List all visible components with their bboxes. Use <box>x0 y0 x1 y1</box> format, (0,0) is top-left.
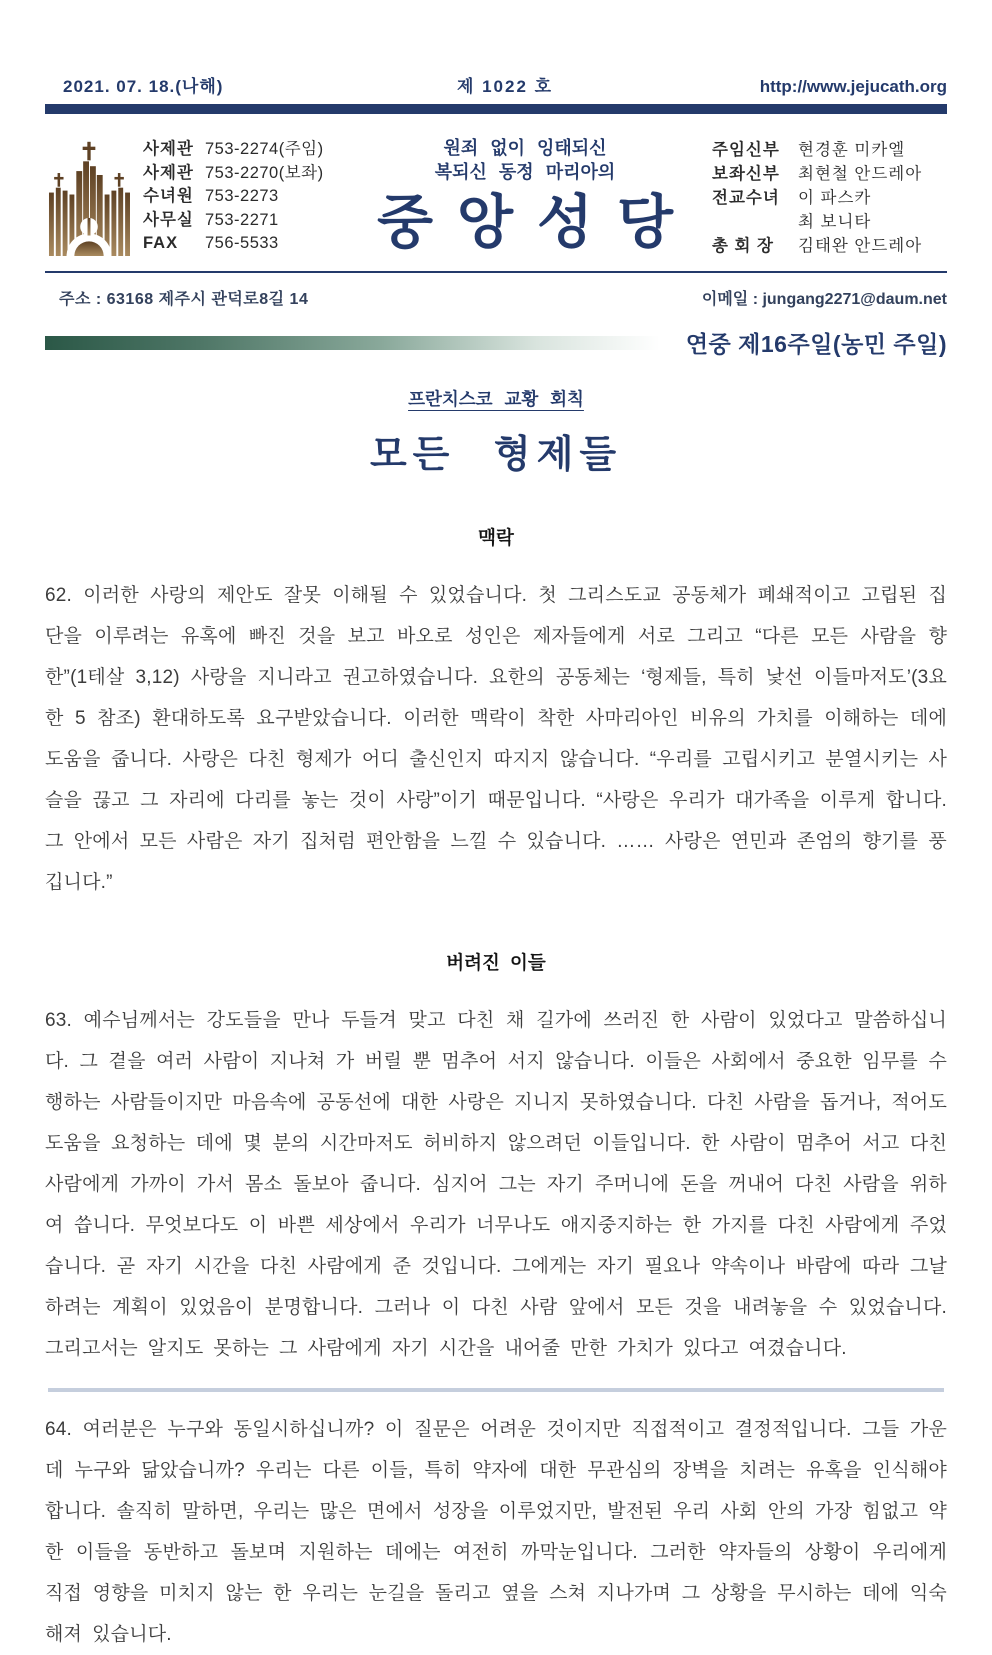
website-url[interactable]: http://www.jejucath.org <box>759 77 948 96</box>
contact-value: 756-5533 <box>205 234 279 252</box>
masthead <box>45 130 947 261</box>
green-gradient-bar <box>45 336 660 350</box>
section-heading: 버려진 이들 <box>446 952 546 973</box>
contact-label: 수녀원 <box>143 187 194 205</box>
paragraph-63: 63. 예수님께서는 강도들을 만나 두들겨 맞고 다친 채 길가에 쓰러진 한 사람이 있었다고 말씀하십니다. 그 곁을 여러 사람이 지나쳐 가 버릴 뿐 멈추어 서지 않습니다. 이들은 사회에서 중요한 임무를 수행하는 사람들이지만 마음속에 공동선에 대한 사랑은 지니지 못하였습니다. 다친 사람을 돕거나, 적어도 도움을 요청하는 데에 몇 분의 시간마저도 허비하지 않으려던 이들입니다. 한 사람이 멈추어 서고 다친 사람에게 가까이 가서 몸소 돌보아 줍니다. 심지어 그는 자기 주머니에 돈을 꺼내어 다친 사람을 위하여 씁니다. 무엇보다도 이 바쁜 세상에서 우리가 너무나도 애지중지하는 한 가지를 다친 사람에게 주었습니다. 곧 자기 시간을 다친 사람에게 준 것입니다. 그에게는 자기 필요나 약속이나 바람에 따라 그날 하려는 계획이 있었음이 분명합니다. 그러나 이 다친 사람 앞에서 모든 것을 내려놓을 수 있었습니다. 그리고서는 알지도 못하는 그 사람에게 자기 시간을 내어줄 만한 가치가 있다고 여겼습니다. <box>45 1010 947 1359</box>
contact-value: 753-2273 <box>205 187 279 205</box>
church-name-title: 중앙성당 <box>376 190 698 255</box>
footer-divider-line <box>48 1388 944 1392</box>
contact-list <box>143 130 338 256</box>
bulletin-page <box>0 72 992 1655</box>
article-title: 모든 형제들 <box>369 434 623 476</box>
contact-row <box>143 138 338 162</box>
header-meta-row <box>45 72 947 97</box>
masthead-subtitle-line1: 원죄 없이 잉태되신 <box>443 138 607 158</box>
staff-role: 보좌신부 <box>712 165 780 183</box>
masthead-center <box>338 130 712 256</box>
issue-date: 2021. 07. 18.(나해) <box>63 77 224 96</box>
staff-row <box>712 210 947 234</box>
church-email[interactable]: 이메일 : jungang2271@daum.net <box>701 291 947 308</box>
staff-row <box>712 138 947 162</box>
staff-role: 주임신부 <box>712 141 780 159</box>
article-kicker: 프란치스코 교황 회칙 <box>408 389 584 409</box>
church-address: 주소 : 63168 제주시 관덕로8길 14 <box>59 291 309 308</box>
paragraph-62: 62. 이러한 사랑의 제안도 잘못 이해될 수 있었습니다. 첫 그리스도교 공동체가 폐쇄적이고 고립된 집단을 이루려는 유혹에 빠진 것을 보고 바오로 성인은 제자들에게 서로 그리고 “다른 모든 사람을 향한”(1테살 3,12) 사랑을 지니라고 권고하였습니다. 요한의 공동체는 ‘형제들, 특히 낯선 이들마저도’(3요한 5 참조) 환대하도록 요구받았습니다. 이러한 맥락이 착한 사마리아인 비유의 가치를 이해하는 데에 도움을 줍니다. 사랑은 다친 형제가 어디 출신인지 따지지 않습니다. “우리를 고립시키고 분열시키는 사슬을 끊고 그 자리에 다리를 놓는 것이 사랑”이기 때문입니다. “사랑은 우리가 대가족을 이루게 합니다. 그 안에서 모든 사람은 자기 집처럼 편안함을 느낄 수 있습니다. …… 사랑은 연민과 존엄의 향기를 풍깁니다.” <box>45 585 947 893</box>
contact-label: 사제관 <box>143 140 194 158</box>
contact-value: 753-2270(보좌) <box>205 163 324 182</box>
contact-row <box>143 209 338 233</box>
contact-row <box>143 162 338 186</box>
article <box>45 386 947 1655</box>
contact-value: 753-2271 <box>205 210 279 229</box>
paragraph-64: 64. 여러분은 누구와 동일시하십니까? 이 질문은 어려운 것이지만 직접적이고 결정적입니다. 그들 가운데 누구와 닮았습니까? 우리는 다른 이들, 특히 약자에 대한 무관심의 장벽을 치려는 유혹을 인식해야 합니다. 솔직히 말하면, 우리는 많은 면에서 성장을 이루었지만, 발전된 우리 사회 안의 가장 힘없고 약한 이들을 동반하고 돌보며 지원하는 데에는 여전히 까막눈입니다. 그러한 약자들의 상황이 우리에게 직접 영향을 미치지 않는 한 우리는 눈길을 돌리고 옆을 스쳐 지나가며 그 상황을 무시하는 데에 익숙해져 있습니다. <box>45 1419 947 1645</box>
liturgical-week-title: 연중 제16주일(농민 주일) <box>685 331 947 357</box>
issue-number: 제 1022 호 <box>456 77 554 96</box>
week-banner-row <box>45 326 947 359</box>
staff-role <box>712 210 798 234</box>
staff-name: 김태완 안드레아 <box>798 237 923 255</box>
staff-role: 전교수녀 <box>712 189 780 207</box>
staff-name: 현경훈 미카엘 <box>798 141 906 159</box>
contact-label: 사제관 <box>143 163 194 182</box>
masthead-subtitle-line2: 복되신 동정 마리아의 <box>434 162 616 182</box>
address-row <box>45 286 947 309</box>
staff-role: 총 회 장 <box>712 237 774 255</box>
staff-row <box>712 162 947 186</box>
contact-label: 사무실 <box>143 210 194 229</box>
staff-name: 이 파스카 <box>798 189 872 207</box>
contact-label: FAX <box>143 234 179 252</box>
staff-row <box>712 186 947 210</box>
section-heading: 맥락 <box>478 527 514 548</box>
header-divider-bar <box>45 104 947 114</box>
staff-name: 최현철 안드레아 <box>798 165 923 183</box>
staff-name: 최 보니타 <box>798 213 872 231</box>
contact-row <box>143 185 338 209</box>
staff-list <box>712 130 947 258</box>
staff-row <box>712 234 947 258</box>
contact-value: 753-2274(주임) <box>205 140 324 158</box>
masthead-divider-line <box>45 271 947 273</box>
contact-row <box>143 232 338 256</box>
church-logo-icon <box>45 130 133 261</box>
